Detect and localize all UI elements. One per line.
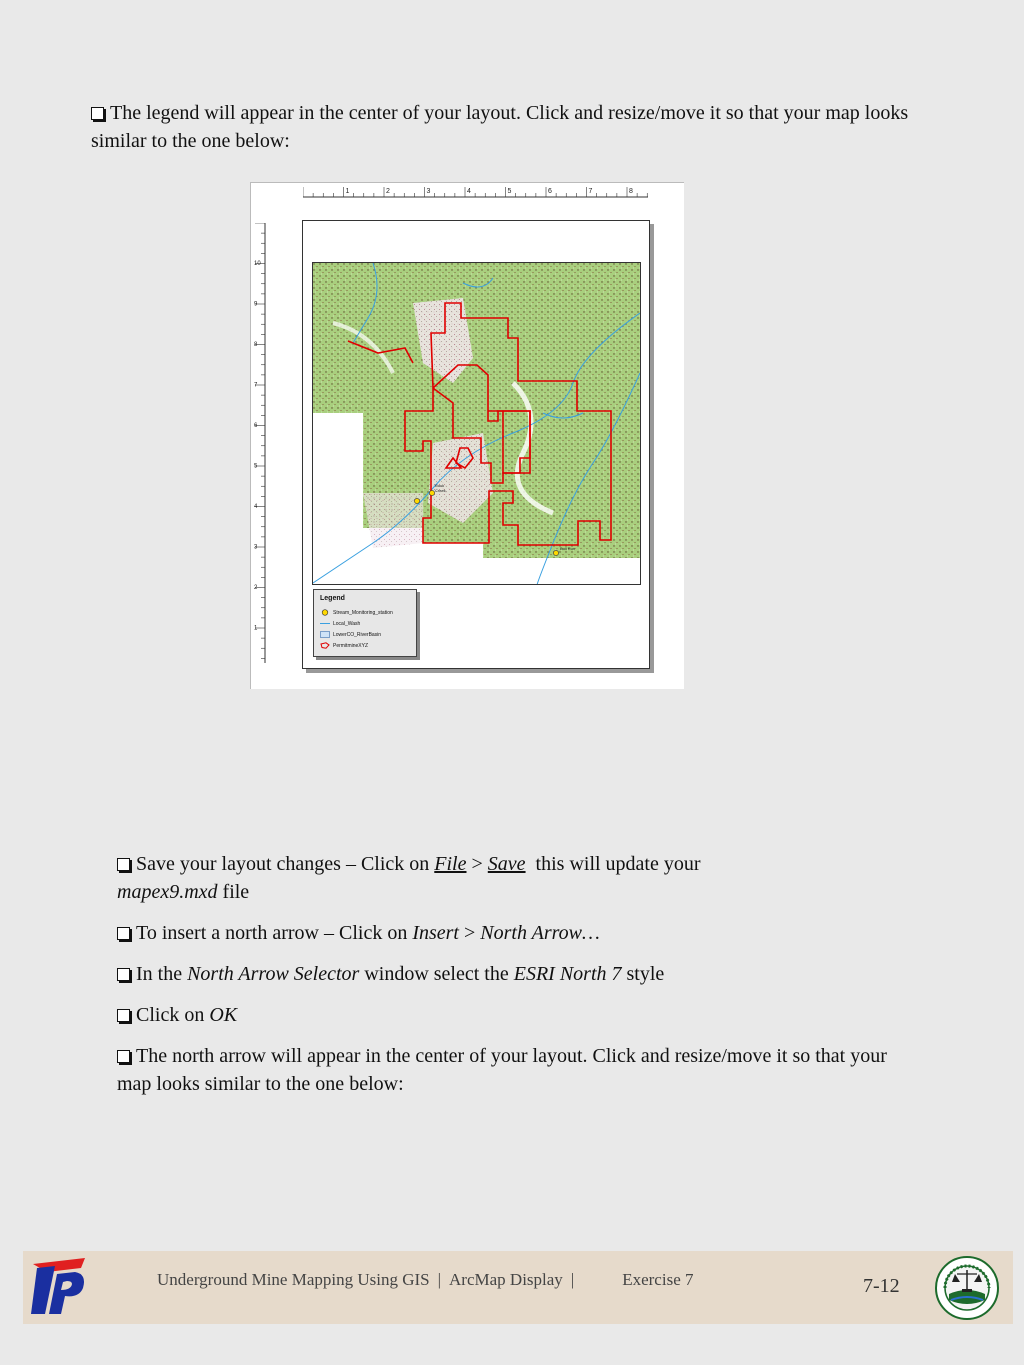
tips-logo-icon [27, 1254, 89, 1320]
map-label: Bull Run [560, 546, 576, 551]
legend-item-local-wash: Local_Wash [320, 620, 360, 627]
ok-button-ref: OK [209, 1004, 238, 1026]
legend-item-river-basin: LowerCO_RiverBasin [320, 631, 381, 638]
ruler-label: 7 [588, 188, 593, 195]
layout-page [302, 220, 650, 669]
permit-polygon-icon [320, 642, 330, 649]
ruler-label: 4 [254, 504, 258, 510]
checkbox-bullet-icon [91, 107, 104, 120]
footer-text: Underground Mine Mapping Using GIS | ArcMap Display | Exercise 7 [157, 1270, 694, 1289]
basin-polygon-icon [320, 631, 330, 638]
intro-paragraph [91, 99, 941, 155]
topographic-map [313, 263, 640, 584]
ruler-label: 6 [548, 188, 552, 195]
map-label: Creek [435, 488, 446, 493]
step-save: Save your layout changes – Click on File > Save this will update your mapex9.mxd file [117, 853, 706, 903]
mxd-filename: mapex9.mxd [117, 881, 218, 903]
ruler-label: 8 [254, 342, 258, 348]
intro-text: The legend will appear in the center of your layout. Click and resize/move it so that your map looks similar to the one below: [91, 102, 909, 152]
map-label: Rock [435, 483, 445, 488]
ruler-label: 10 [254, 261, 261, 267]
ruler-label: 8 [629, 188, 633, 195]
layout-view-screenshot [250, 182, 684, 689]
osm-seal-icon [935, 1256, 999, 1320]
exercise-label: Exercise 7 [622, 1270, 694, 1289]
legend-item-permit-mine: PermitmineXYZ [320, 642, 368, 649]
checkbox-bullet-icon [117, 1050, 130, 1063]
page-number: 7-12 [863, 1275, 900, 1297]
style-name-ref: ESRI North 7 [513, 963, 622, 985]
checkbox-bullet-icon [117, 858, 130, 871]
instruction-steps [117, 850, 907, 1111]
file-menu-ref: File [434, 853, 467, 875]
selector-window-ref: North Arrow Selector [187, 963, 360, 985]
wash-line-icon [320, 620, 330, 627]
north-arrow-menu-ref: North Arrow… [480, 922, 600, 944]
ruler-left [253, 223, 267, 663]
ruler-label: 4 [467, 188, 471, 195]
course-title: Underground Mine Mapping Using GIS [157, 1270, 430, 1289]
save-menu-ref: Save [487, 853, 526, 875]
checkbox-bullet-icon [117, 1009, 130, 1022]
footer-bar [23, 1251, 1013, 1324]
section-title: ArcMap Display [449, 1270, 563, 1289]
checkbox-bullet-icon [117, 968, 130, 981]
ruler-label: 1 [254, 625, 258, 632]
ruler-top [303, 185, 648, 199]
ruler-label: 5 [507, 188, 512, 195]
ruler-label: 9 [254, 301, 258, 308]
step-select-style: In the North Arrow Selector window select the ESRI North 7 style [117, 960, 907, 988]
legend-title: Legend [320, 595, 345, 602]
insert-menu-ref: Insert [412, 922, 459, 944]
checkbox-bullet-icon [117, 927, 130, 940]
legend-box[interactable] [313, 589, 417, 657]
ruler-label: 2 [386, 188, 390, 195]
step-insert-north-arrow: To insert a north arrow – Click on Insert > North Arrow… [117, 919, 907, 947]
station-symbol-icon [320, 609, 330, 616]
ruler-label: 6 [254, 423, 258, 429]
ruler-label: 2 [254, 585, 258, 591]
ruler-label: 3 [254, 544, 258, 551]
ruler-label: 7 [254, 382, 258, 389]
ruler-label: 5 [254, 463, 258, 470]
legend-item-station: Stream_Monitoring_station [320, 609, 393, 616]
step-click-ok: Click on OK [117, 1001, 907, 1029]
ruler-label: 1 [345, 188, 350, 195]
ruler-label: 3 [426, 188, 431, 195]
step-final: The north arrow will appear in the center of your layout. Click and resize/move it so that your map looks similar to the one below: [117, 1045, 887, 1095]
map-frame[interactable] [312, 262, 641, 585]
